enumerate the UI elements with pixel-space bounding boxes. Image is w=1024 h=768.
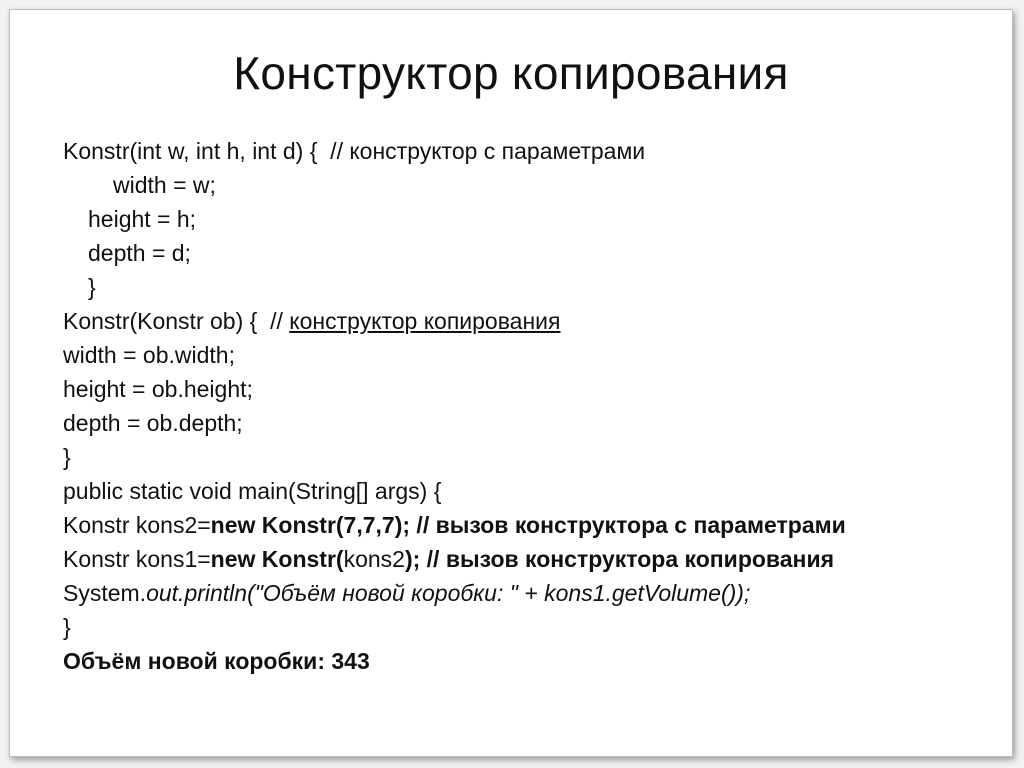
code-line: } [63,614,71,640]
bold-code: ); // вызов конструктора копирования [404,546,834,572]
code-text: Konstr kons2= [63,512,211,538]
code-line [63,576,846,610]
slide [9,9,1013,757]
bold-code: new Konstr(7,7,7); // вызов конструктора с параметрами [210,512,846,538]
code-text: Konstr(Konstr ob) { // [63,308,290,334]
code-line: height = h; [88,206,197,232]
code-block [63,134,846,678]
program-output: Объём новой коробки: 343 [63,648,370,674]
underlined-comment: конструктор копирования [289,308,561,334]
code-line: width = w; [113,172,216,198]
code-line [63,542,846,576]
code-line: } [63,444,71,470]
code-line: depth = ob.depth; [63,410,243,436]
italic-code: out.println("Объём новой коробки: " + kons1.getVolume()); [146,580,751,606]
bold-code: new Konstr( [210,546,344,572]
slide-title: Конструктор копирования [233,47,789,99]
code-line: depth = d; [88,240,191,266]
code-line: Konstr(int w, int h, int d) { // конструктор с параметрами [63,138,646,164]
code-text: kons2 [343,546,405,572]
code-text: Konstr kons1= [63,546,211,572]
code-text: System. [63,580,147,606]
code-line [63,508,846,542]
code-line: height = ob.height; [63,376,253,402]
code-line: public static void main(String[] args) { [63,478,442,504]
code-line [63,304,846,338]
code-line: } [88,274,96,300]
code-line: width = ob.width; [63,342,235,368]
